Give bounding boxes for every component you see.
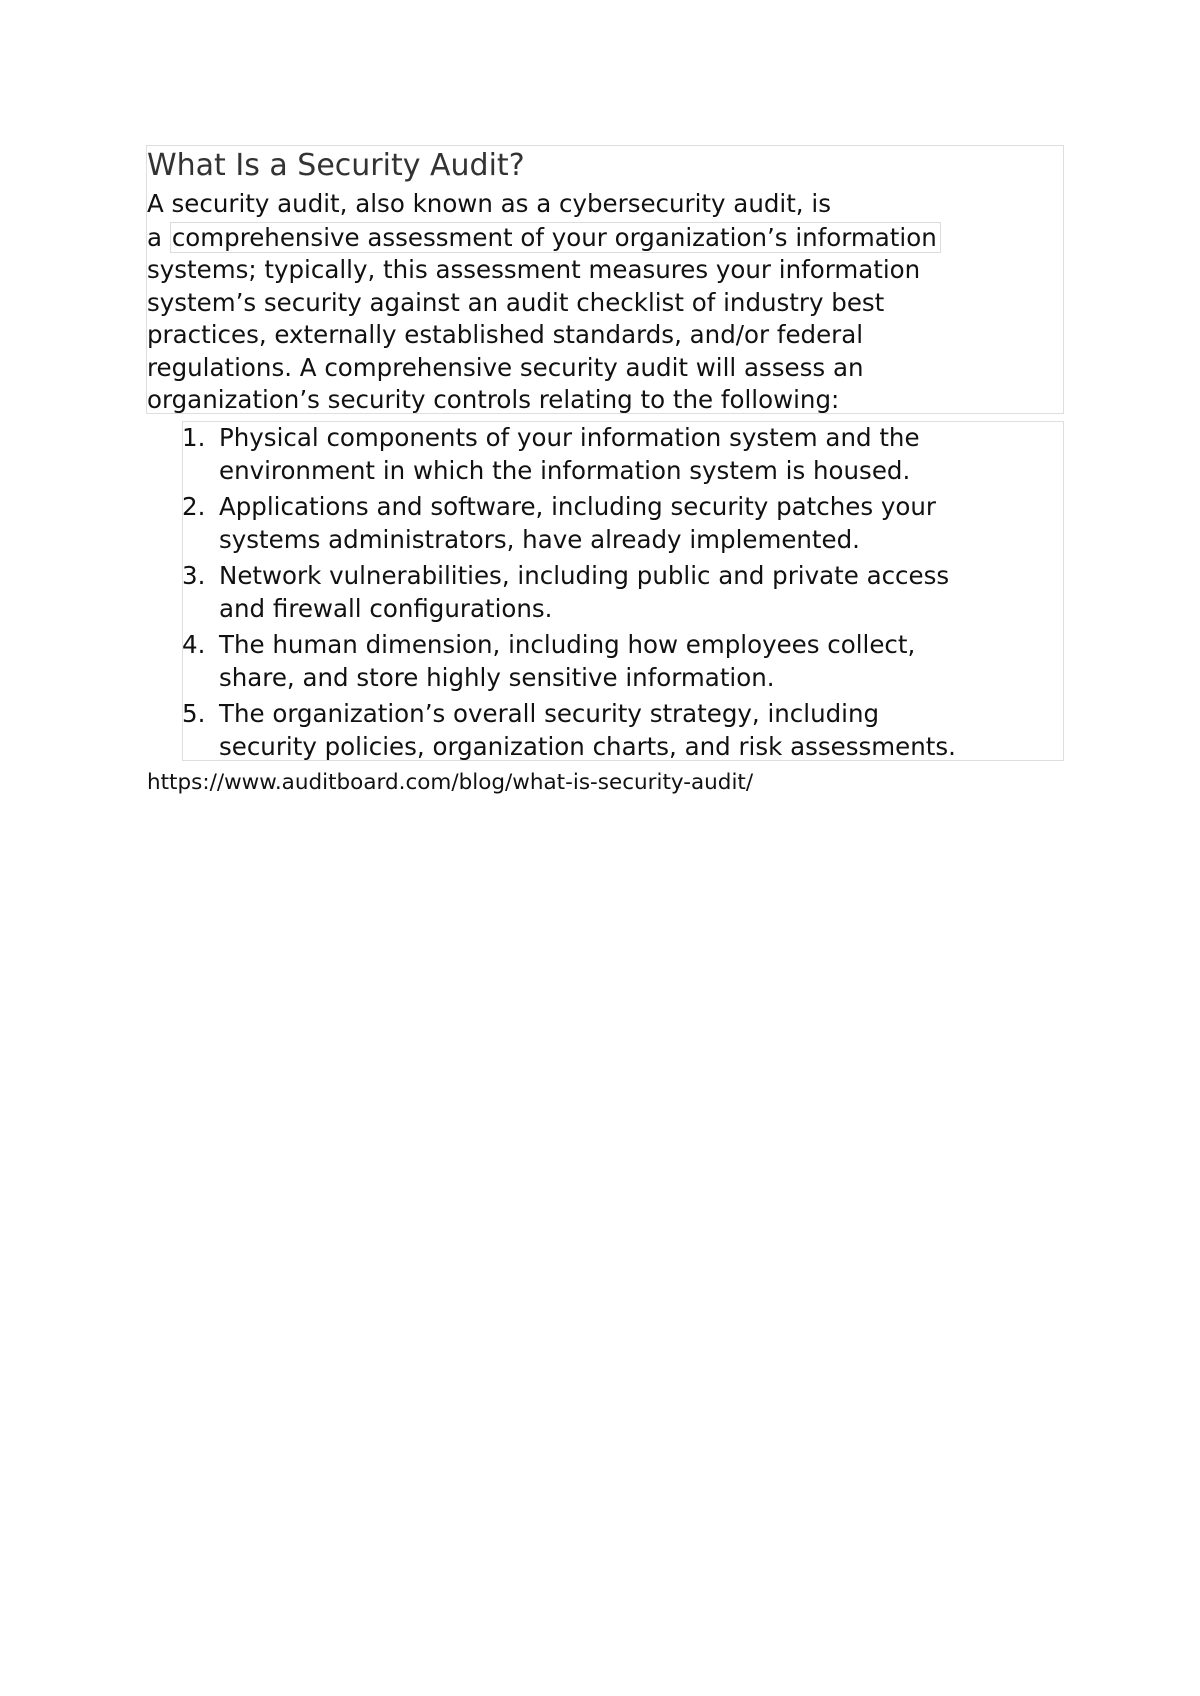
intro-line-prefix: a [147,222,170,252]
intro-line: A security audit, also known as a cybersecurity audit, is [147,189,831,218]
intro-line: systems; typically, this assessment measures your information [147,255,921,284]
list-item [182,422,1064,487]
list-item-text: security policies, organization charts, and risk assessments. [219,731,956,761]
list-item-text: The human dimension, including how employees collect, [219,630,916,659]
intro-line: organization’s security controls relating to the following: [147,385,840,414]
list-item-number: 4. [182,630,206,659]
list-item [182,560,1064,625]
list-item-text: environment in which the information system is housed. [219,455,911,485]
list-item-text: Network vulnerabilities, including public and private access [219,561,950,590]
list-item-text: systems administrators, have already implemented. [219,524,860,554]
list-item [182,491,1064,556]
list-item [182,698,1064,763]
list-item-number: 3. [182,561,206,590]
intro-paragraph [147,188,1052,417]
highlighted-phrase: comprehensive assessment of your organization’s information [170,222,941,253]
list-item-text: share, and store highly sensitive information. [219,662,775,692]
document-title: What Is a Security Audit? [147,148,525,183]
list-item-text: and firewall configurations. [219,593,553,623]
numbered-list [182,422,1064,767]
list-item [182,629,1064,694]
list-item-number: 2. [182,492,206,521]
list-item-text: Applications and software, including security patches your [219,492,936,521]
intro-line [147,221,1052,255]
intro-line: regulations. A comprehensive security audit will assess an [147,352,864,382]
source-url: https://www.auditboard.com/blog/what-is-security-audit/ [147,770,754,795]
list-item-number: 5. [182,699,206,728]
list-item-text: Physical components of your information system and the [219,423,920,452]
intro-line: practices, externally established standards, and/or federal [147,320,864,349]
list-item-number: 1. [182,423,206,452]
list-item-text: The organization’s overall security strategy, including [219,699,880,728]
intro-line: system’s security against an audit checklist of industry best [147,287,885,317]
